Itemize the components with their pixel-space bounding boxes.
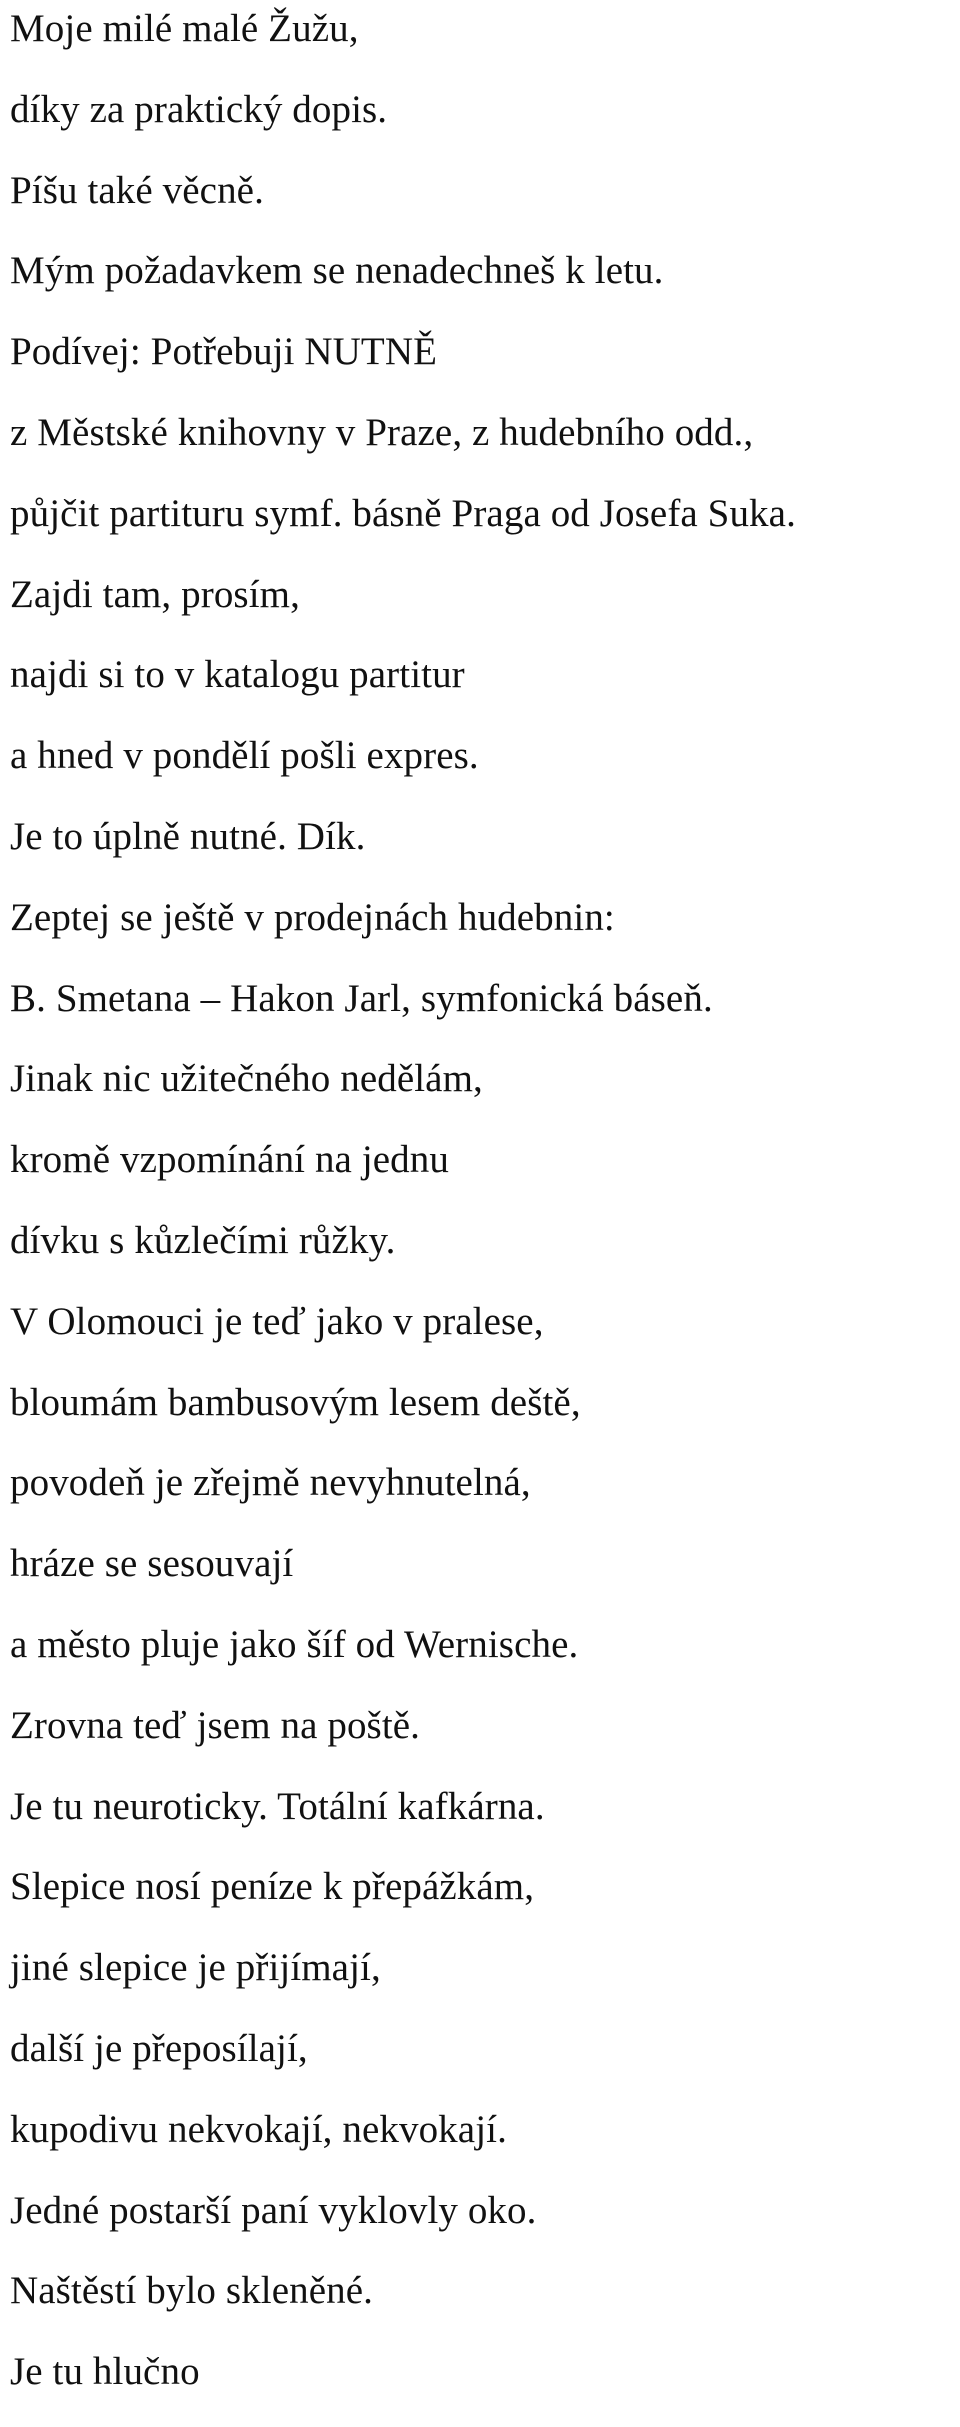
poem-line: Jedné postarší paní vyklovly oko. [10, 2188, 537, 2232]
poem-line: z Městské knihovny v Praze, z hudebního odd., [10, 410, 754, 454]
poem-line: Je tu neuroticky. Totální kafkárna. [10, 1784, 545, 1828]
poem-line: Je tu hlučno [10, 2350, 200, 2394]
poem-line: půjčit partituru symf. básně Praga od Josefa Suka. [10, 491, 796, 535]
poem-line: a město pluje jako šíf od Wernische. [10, 1622, 579, 1666]
poem-line: Jinak nic užitečného nedělám, [10, 1057, 483, 1101]
poem-line: Zajdi tam, prosím, [10, 572, 300, 616]
poem-line: díky za praktický dopis. [10, 87, 388, 131]
poem-line: najdi si to v katalogu partitur [10, 653, 465, 697]
poem-line: B. Smetana – Hakon Jarl, symfonická báseň. [10, 976, 713, 1020]
poem-line: dívku s kůzlečími růžky. [10, 1218, 396, 1262]
poem-line: Zeptej se ještě v prodejnách hudebnin: [10, 895, 615, 939]
poem-line: Moje milé malé Žužu, [10, 7, 359, 50]
poem-line: a hned v pondělí pošli expres. [10, 734, 479, 778]
poem-line: Zrovna teď jsem na poště. [10, 1703, 421, 1747]
poem-line: Je to úplně nutné. Dík. [10, 814, 366, 858]
poem-line: V Olomouci je teď jako v pralese, [10, 1299, 544, 1343]
poem-line: Píšu také věcně. [10, 168, 264, 212]
poem-line: povodeň je zřejmě nevyhnutelná, [10, 1461, 531, 1505]
poem-line: jiné slepice je přijímají, [10, 1946, 381, 1990]
poem-line: kupodivu nekvokají, nekvokají. [10, 2107, 507, 2151]
poem-line: Slepice nosí peníze k přepážkám, [10, 1865, 535, 1909]
poem-line: hráze se sesouvají [10, 1542, 294, 1586]
poem-line: Mým požadavkem se nenadechneš k letu. [10, 249, 664, 293]
poem-line: Podívej: Potřebuji NUTNĚ [10, 330, 438, 374]
poem-line: Naštěstí bylo skleněné. [10, 2269, 373, 2313]
poem-line: kromě vzpomínání na jednu [10, 1138, 449, 1182]
poem-line: další je přeposílají, [10, 2026, 308, 2070]
poem-line: bloumám bambusovým lesem deště, [10, 1380, 581, 1424]
